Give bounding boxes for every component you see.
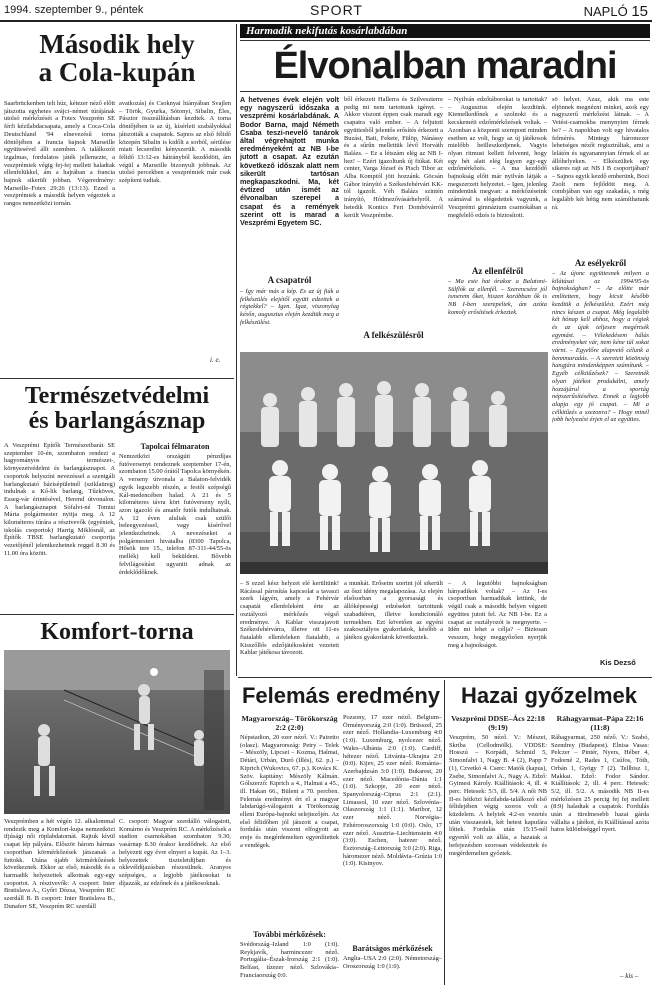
hazai-col2: Ráhagyarmat, 250 néző. V.: Szabó, Szendrey (Budapest). Elnisa Vasas: Pelczer – Pintér, Nyers, Héber 4, Fodorné 2, Rades 1, Csúfos, Tóth, Orbán 1, Gyögy 7 (2). Tellbisz 1, Makkai. Edző: Fodor Sándor. Kiállítások: 2, ill. 4 perc. Hetesek: 5/2, ill. 5/2. A második NB II-es mérkőzésen 25 percig fej fej mellett (8:9) haladtak a csapatok. Fordulás után a türelmesebb hazai gárda vállalta a játékot, és Kiállítással azóta hatos különbséggel nyert. <box>551 734 649 834</box>
article1-title-line2: a Cola-kupán <box>38 57 196 88</box>
article1-col2: avatkozás) és Csoknyai hiányában Svajlen – Török, Gyurka, Sótonyi, Sibalin, Éles, Pásztor összeállításban kezdtek. A torna döntőjében is az új, kísérleti szabályokkal játszották a csapatok. Sajnos az első félidő közepén Sibalin is kidőlt a sorból, sérülése miatt lecserélni kényszerült. A második félidő 13:12-es hátrányból kezdődött, ám végül a Marseille bizonyult jobbnak. Az utolsó percekben a veszprémiek már csak szépíteni tudtak. <box>119 100 231 185</box>
divider-feature <box>238 677 652 678</box>
feature-col2: ből érkezett Hallerra és Szilveszterre pedig mi nem tartottunk igényt. – Akkor viszont éppen csak maradt egy csapatra való ember. – A feljutott együttesből jelentős erősítés érkezett a Buzási, Bati, Fekete, Fülöp, Nánássy és a sűrűn mellettük lévő Horváth Balázs. – Ez a létszám elég az NB I-hez! – Ezért igazoltunk új fiúkat. Két center, Varga József és Pisch Tibor az Alba Komptól jött hozzánk. Göcsán Gábor irányító a Székesfehérvári KK-tól igazolt. Véh Balázs szintén irányító, Hódmezővásárhelyről. A hetedik Kontics Feri Dombóvárról került Veszprémbe. <box>344 96 443 219</box>
issue-date: 1994. szeptember 9., péntek <box>4 4 144 16</box>
hazai-col1: Veszprém, 50 néző. V.: Mészei, Skriba (Cellodmölk). VDDSE: Hosszú – Korpádi, Schmid 5, Simonfalvi 1, Nagy B. 4 (2), Papp 7 (1), Czvetkó 4. Cserc: Matók (kapus), Zsebe, Simonfalvi A., Nagy A. Edző: Gyimesi Károly. Kiállítások: 4, ill. 4 perc. Hetesek: 5/3, ill. 5/4. A női NB II-es hétközi kézilabda-találkozó első félidejében végig szoros volt a küzdelem. A helyiek 4:2-es vezetés után visszaestek, két hetest kapufára lőttek. Fordulás után 15:15-nél egyenlő volt az állás, a hazaiak a befejezésben szorosan védekeztek és megérdemelten győztek. <box>449 734 547 857</box>
feature-col3b: – Ma este hat órakor a Balatoni-Sülflók az ellenfél. – Szerencsére jól ismerem őket, hiszen korábban ők is NB I-ben szerepeltek, ám azóta komoly erősítések érkeztek. <box>448 278 547 316</box>
article3-title: Komfort-torna <box>40 619 194 645</box>
felemas-col2: Pozsony, 17 ezer néző. Belgium–Örményország 2:0 (1:0). Brüsszel, 25 ezer néző. Hollandia–Luxemburg 4:0 (1:0). Luxemburg, nyolcezer néző. Wales–Albánia 2:0 (1:0). Cardiff, hétezer néző. Litvánia–Ukrajna 2:0 (0:0). Kijev, 25 ezer néző. Románia–Azerbajdzsán 3:0 (1:0). Bukarest, 20 ezer néző. Macedónia–Dánia 1:1 (1:0). Szkopje, 20 ezer néző. Spanyolország–Ciprus 2:1 (2:1). Limassol, 10 ezer néző. Szlovénia–Olaszország 1:1 (1:1). Maribor, 12 ezer néző. Norvégia–Fehéroroszország 1:0 (0:0). Oslo, 17 ezer néző. Ausztria–Liechtenstein 4:0 (3:0). Eschen, hatezer néző. Észtország–Lettország 3:0 (2:0). Riga, háromezer néző. Moldávia–Grúzia 1:0 (1:0). Kisinyov. <box>343 714 442 868</box>
feature-caption-col3: – A legutóbbi bajnokságban hányadikok voltak? – Az I-es csoportban harmadikak lettünk, de végül csak a második helyen végzett együttes jutott fel. Az NB I-be. Ez a csapat az osztályozót is megnyerte. – Idén mi lehet a célja? – Biztosan vesszen, hogy meggyőzően nyerjük meg a bajnokságot. <box>448 580 547 649</box>
page-number: 15 <box>631 3 648 20</box>
volleyball-photo-image <box>4 650 230 814</box>
feature-caption-col2: a munkát. Erőseim szerint jól sikerült az őszi idény megalapozása. Az elején elsősorban a gyorsasági és állóképességi edzéseket tartottunk szabadtéren, illetve kondicionáló termekben. Ezt követően az egyéni szakosztályos gyakorlatok, később a játékos gyakorlatok következtek. <box>344 580 443 641</box>
section-name: SPORT <box>310 2 363 18</box>
hazai-title: Hazai győzelmek <box>460 683 638 708</box>
felemas-col1: Népstadion, 20 ezer néző. V.: Pairetto (olasz). Magyarország: Petry – Telek – Mészöly, Lipcsei – Kozma, Halmai, Détári, Urbán, Duró (Illés), 62. p.) – Kiprich (Wukovics, 67. p.). Kovács K. Szöv. kapitány: Mészöly Kálmán. Gólszerző: Kiprich a 4., Halmai a 45., ill. Hakan 66., Bülent a 70. percben. Felemás eredményt ért el a magyar labdarúgó-válogatott a Törökország elleni Európa-bajnoki selejtezőjén. Az első félidőben jól játszott a csapat, fordulás után viszont elfogyott az ereje és megérdemelten egyenlítettek a vendégek. <box>240 734 339 849</box>
article3-col1: Veszprémben a hét végén 12. alkalommal rendezik meg a Komfort-kupa nemzetközi ifjúsági női röplabdatornát. Rajtuk kívül csapat lép pályára. Először három hármas csoportban körmérkőzések játszanak a futtokk. Utána újabb körmérkőzések következnek. Ekkor az első, második és a harmadik helyezettek alkotnak egy-egy csoportot. A résztvevők: A csoport: Inter Bratislava A., Győri Dózsa, Veszprém RC szerdáll B. B csoport: Inter Bratislava B., Dunaferr SE, Veszprém RC szerdáll <box>4 818 115 910</box>
feature-kicker-bar <box>240 24 650 38</box>
feature-kicker: Harmadik nekifutás kosárlabdában <box>246 25 408 37</box>
feature-signature: Kis Dezső <box>600 658 636 667</box>
article1-title <box>0 30 234 87</box>
article1-col1: Saarbrückenben telt húz, kétezer néző előtt játszotta egyhetes svájci–német túrájának utolsó mérkőzését a Fotex Veszprém SE férfi kézilabdacsapata, amely a Coca-Cola Deutschland '94 elnevezésű torna döntőjében a francia bajnok Marseille együttesével állt szemben. A találkozót izgalmas, fordulatos játék jellemezte, a veszprémiek végig fej-fej mellett haladtak ellenfelükkel, ám a hajrában a francia bajnok sikerült jobban. Végeredmény: Marseille–Fotex 29:26 (13:13). Ezzel a veszprémiek a második helyen végeztek a rangos nemzetközi tornán. <box>4 100 115 208</box>
felemas-match: Magyarország– Törökország 2:2 (2:0) <box>241 714 338 732</box>
felemas-col1b: Svédország–Izland 1:0 (1:0). Reykjavík, harmincezer néző. Portugália–Észak-Írország 2:1 (1:0). Belfast, tízezer néző. Szlovákia–Franciaország 0:0. <box>240 941 339 979</box>
feature-col4: sö helyet. Azaz, akik ma este eljönnek megnézni minket, azok egy nagyszerű mérkőzést látnak. – A Vetési-csarnokba menynyien férnek be? – A napokban volt egy hivatalos felmérés. Mintegy háromezer lehetséges nézőt regisztráltak, ami a lelátón és ugyanannyian férnek el az állóhelyeken. – Elkészültek egy sikeres rajt az NB I B csoportjában? – Sajnos egyik kezdő emberünk, Bozi Zsolt nem fejlődött meg. A combjában van egy szakadás, s még legalább két hétig nem számíthatunk rá. <box>552 96 649 211</box>
hazai-match1: Veszprémi DDSE–Ács 22:18 (9:19) <box>451 714 545 732</box>
page-header <box>0 0 652 22</box>
article3-col2: C. csoport: Magyar szerdálló válogatott, Komárno és Veszprém RC. A mérkőzések a stadion csarnokában szombaton 9.30, vasárnap 8.30 órakor kezdődnek. Az első helyezett egy évre elnyeri a kupát. Az 1–3. helyezettek tiszteletdíjban és oklevéldíjazásban részesülnek. Aranyos szépséges, a legjobb játékosokat is díjazzák, az edzőnek és a játékosoknak. <box>119 818 231 887</box>
feature-subhead-ellenfel: Az ellenfélről <box>471 266 524 276</box>
feature-lead: A hetvenes évek elején volt egy nagyszerű időszaka a veszprémi kosárlabdának. A Bodor Barna, majd Németh Csaba teszi-nevelő tanárok által végrehajtott munka eredményeként az NB I-be jutott a csapat. Az ezután következő időszak alatt nem sikerült tartósan megkapaszkodni. Ma, két évtized után ismét az élvonalban szerepel a csapat és a remények szerint ott is marad a Veszprémi Egyetem SC. <box>240 96 339 228</box>
hazai-match2: Ráhagyarmat–Pápa 22:16 (11:8) <box>556 714 644 732</box>
team-photo <box>240 352 548 574</box>
article2-col2: Nemzetközi országúti pénzdíjas futóversenyt rendeznek szeptember 17-én, szombaton 15.00 órától Tapolca környékén. A verseny útvonala a Balaton-felvidék egyik legszebb részén, a festői szépségű Kál-medencében halad. A 21 és 5 kilométeres távra kört futóverseny nyílt, azon igazoló és amatőr futók indulhatnak. A 12 éven aluliak csak szülői beleegyezéssel, vagy kísérővel jelentkezhetnek. A nevezéseket a polgármesteri hivatalba (8300 Tapolca, Hősök tere 15., telefon 87-311-44/55-ös mellék) kell beküldeni. Bővebb felvilágosítást ugyanitt adnak az érdeklődőknek. <box>119 453 231 576</box>
newspaper-page <box>584 3 648 20</box>
divider-article1 <box>0 378 234 379</box>
newspaper-name: NAPLÓ <box>583 4 628 19</box>
felemas-subhead: További mérkőzések: <box>253 930 326 939</box>
article1-title-line1: Második hely <box>39 29 195 59</box>
hazai-signature: – kis – <box>620 972 639 980</box>
article1-signature: i. e. <box>210 356 221 364</box>
feature-title: Élvonalban maradni <box>240 40 650 92</box>
article2-subhead: Tapolcai félmaraton <box>140 442 210 451</box>
feature-subhead-csapat: A csapatról <box>267 275 312 285</box>
felemas-title: Felemás eredmény <box>241 683 441 708</box>
feature-col4b: – Az újonc együttesnek milyen a kilátásai az 1994/95-ös bajnokságban? – Az előtte már említettem, hogy kicsit később kezdtük a felkészülést. Ezért még nincs készen a csapat. Még legalább két hónap kell ahhoz, hogy a régiek és az újak teljesen megértsék egymást. – Vélekedésem hálás eredményeket vár, nem kéne túl sokat várni. – Egyelőre alapvető célunk a bennmaradás. – A szeretett közönség hangjára mindenképpen számítunk. – Egyéb célkitűzések? – Szeretnék olyan játékot produkálni, amely hozzájárul a sportág népszerűsítéséhez. Ennek a legjobb alapja egy jó csapat. – Mi a célkitűzés a szezonra? – Hogy minél jobb helyezést érjen el az együttes. <box>552 270 649 424</box>
feature-subhead-eselyek: Az esélyekről <box>574 258 627 268</box>
team-photo-image <box>240 352 548 574</box>
feature-col1b: – Így már más a kép. És az új fiúk a felkészülés elejétől együtt edzettek a régiekkel? – Igen. Igaz, viszonylag későn, augusztus elején kezdtük meg a felkészülést. <box>240 288 339 326</box>
felemas-col2b: Anglia–USA 2:0 (2:0). Németország–Oroszország 1:0 (1:0). <box>343 955 442 970</box>
volleyball-photo <box>4 650 230 814</box>
feature-caption-col1: – S ezzel kész helyzet elé kerültünk! Rácással párosítás kapcsolat a tavaszi szerk lágyén, amely a Fehérvár csapatát ellenfeleként érte az osztályozó mérkőzés végső eredménye. A Kablar visszajavott Székesfehérvárra, illetve ott 11-es fiatalabb ellenfeleken fiatalabb, a Kisszőllős edzőjátékosként vezetett Kablar játékosa távozott. <box>240 580 339 657</box>
column-divider-bottom <box>444 680 445 985</box>
article2-title <box>0 384 234 434</box>
article2-title-line2: és barlangásznap <box>28 408 206 435</box>
header-rule <box>0 20 652 22</box>
article2-title-line1: Természetvédelmi <box>24 383 210 409</box>
column-divider-left <box>236 24 237 676</box>
article2-col1: A Veszprémi Építők Természetbarát SE szeptember 10-én, szombaton rendezi a hagyományos természet-, környezetvédelmi és barlangásznapot. A csoportok helyszíni nevezéssel a szentgáli barlangkutató bázisépületnél (sziklaüreg) indulnak a Kő-lik barlang, Tűzköves, Esseg-vár érintésével, Herend útvonalon. A barlangásznapot Sófalvi-né Tomisi Márta polgármester nyitja meg. A 12 kilométeres túrára a résztvevők (egyéniek, iskolás csoportok) Harrig Miklósnál, az Építők TBSE barlangkutató csoportja vezetőjénél jelentkezhetnek reggel 8.30 és 11.00 óra között. <box>4 442 115 557</box>
felemas-subhead2: Barátságos mérkőzések <box>352 944 433 953</box>
divider-article2 <box>0 614 234 615</box>
feature-col3: – Nyilván edzőtáborokat is tartottak? – Augusztus elején kezdtünk. Kiemelkedőnek a szolnoki és a kecskeméti edzőmérkőzések voltak. – Azonban a központi szempont minden esetben az volt, hogy az új játékosok mielőbb beilleszkedjenek. Vagyis olyan ritmust kellett felvenni, hogy egy hét alatt elég legyen egy-egy edzőmérkőzés. – A ma kezdődő bajnokság előtt már nyilván látják a megszerzett helyzetet. – Igen, jelenleg mindenünk megvan: a mérkőzéseink számával is elégedettek vagyunk, a Veszprémi gimnázium csarnokában a megfelelő edzés is biztosított. <box>448 96 547 219</box>
feature-subhead-felkeszules: A felkészülésről <box>363 330 424 340</box>
